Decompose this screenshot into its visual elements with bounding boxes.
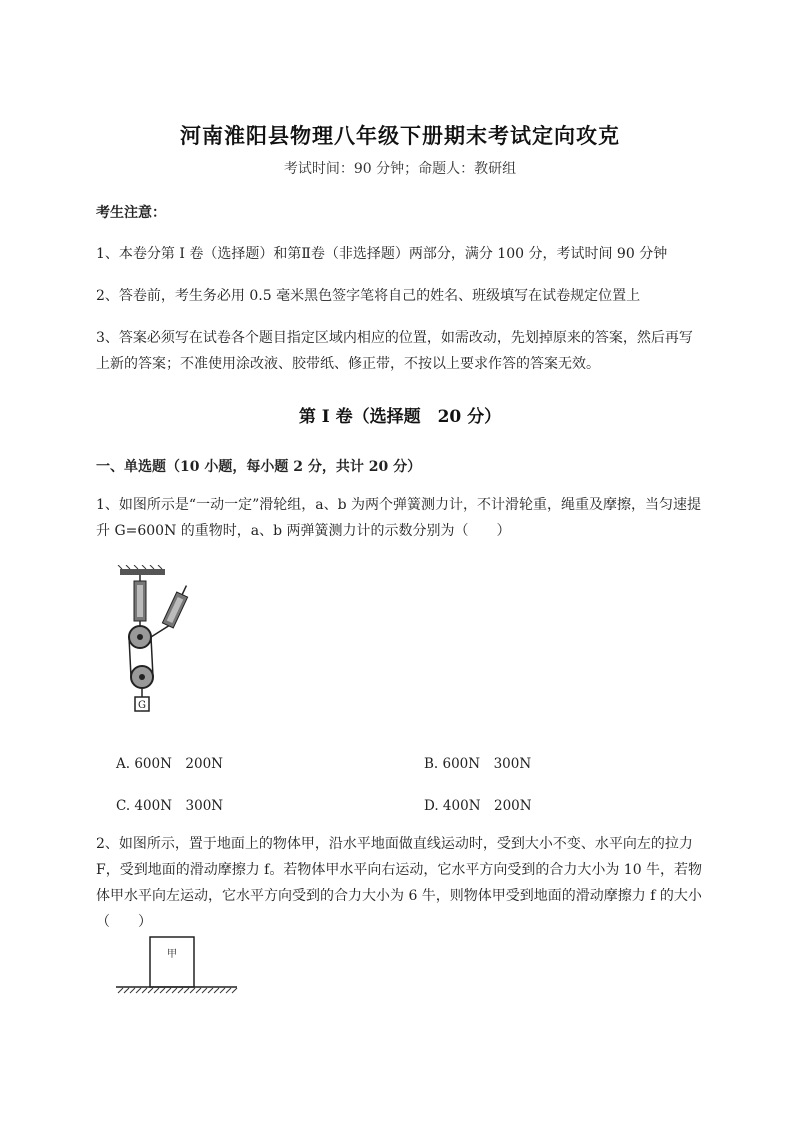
part-heading: 一、单选题（10 小题，每小题 2 分，共计 20 分） [96,459,422,475]
page-title: 河南淮阳县物理八年级下册期末考试定向攻克 [180,123,620,148]
option-a[interactable]: A. 600N 200N [116,756,223,772]
block-on-ground-figure [114,935,239,997]
option-c[interactable]: C. 400N 300N [116,798,224,814]
notice-item-3: 3、答案必须写在试卷各个题目指定区域内相应的位置，如需改动，先划掉原来的答案，然后再写上新的答案；不准使用涂改液、胶带纸、修正带，不按以上要求作答的答案无效。 [96,330,693,372]
notice-heading: 考生注意： [96,205,166,221]
weight-label: G [138,700,146,711]
notice-item-1: 1、本卷分第 I 卷（选择题）和第Ⅱ卷（非选择题）两部分，满分 100 分，考试时间 90 分钟 [96,246,668,262]
question-2-stem: 2、如图所示，置于地面上的物体甲，沿水平地面做直线运动时，受到大小不变、水平向左的拉力 F，受到地面的滑动摩擦力 f。若物体甲水平向右运动，它水平方向受到的合力大小为 10 牛，若物体甲水平向左运动，它水平方向受到的合力大小为 6 牛，则物体甲受到地面的滑动摩擦力 f 的大小（ ） [96,836,703,930]
exam-info: 考试时间：90 分钟；命题人：教研组 [283,161,517,177]
notice-item-2: 2、答卷前，考生务必用 0.5 毫米黑色签字笔将自己的姓名、班级填写在试卷规定位置上 [96,288,641,304]
block-label: 甲 [167,949,177,960]
option-d[interactable]: D. 400N 200N [424,798,532,814]
pulley-system-figure [110,565,200,715]
option-b[interactable]: B. 600N 300N [424,756,532,772]
section-title: 第 I 卷（选择题 20 分） [298,407,502,427]
question-1-stem: 1、如图所示是“一动一定”滑轮组，a、b 为两个弹簧测力计，不计滑轮重，绳重及摩擦，当匀速提升 G=600N 的重物时，a、b 两弹簧测力计的示数分别为（ ） [96,497,701,539]
